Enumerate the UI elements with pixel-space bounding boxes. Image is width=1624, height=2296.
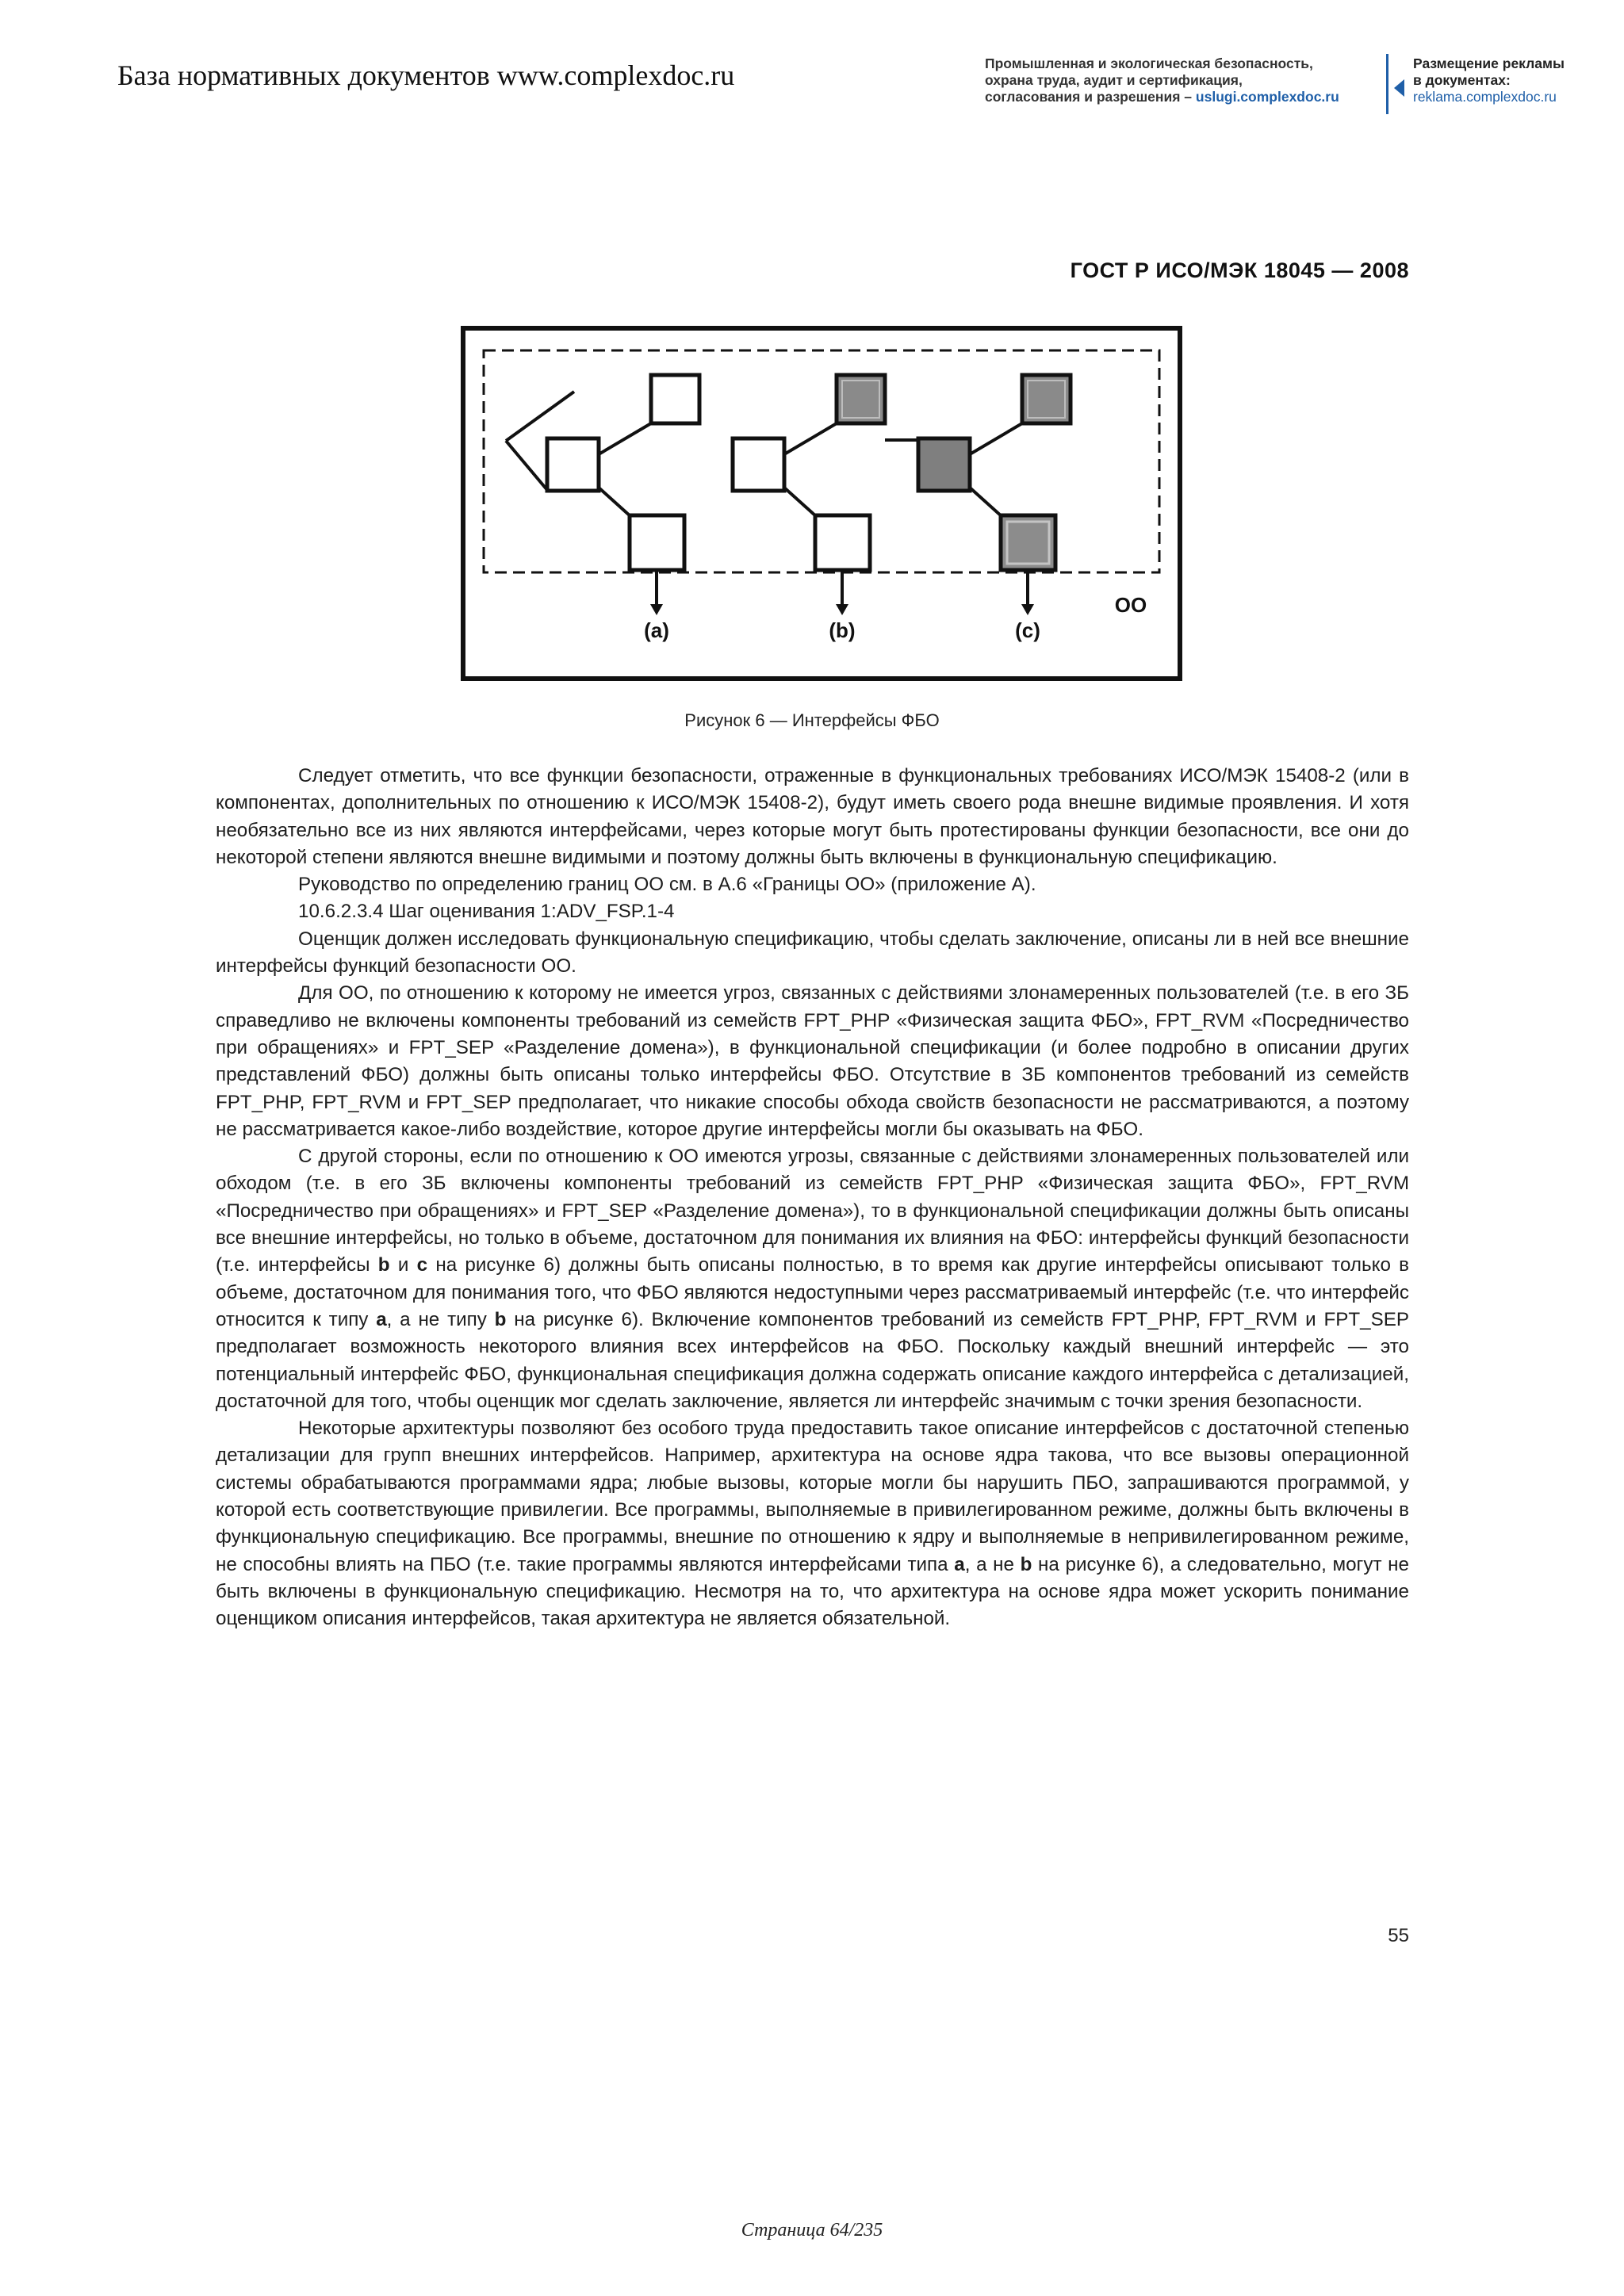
promo-line-text: согласования и разрешения – [985, 89, 1193, 105]
services-promo[interactable] [985, 55, 1380, 105]
figure-caption: Рисунок 6 — Интерфейсы ФБО [684, 710, 940, 730]
node-a-top [651, 375, 699, 423]
ad-line: Размещение рекламы [1413, 55, 1565, 71]
node-b-middle [733, 438, 784, 491]
ad-link[interactable]: reklama.complexdoc.ru [1413, 89, 1557, 105]
interface-label-b: (b) [829, 618, 856, 642]
tsf-interfaces-figure [460, 325, 1183, 682]
paragraph: Руководство по определению границ ОО см. в А.6 «Границы ОО» (приложение А). [298, 874, 1036, 896]
interface-ref: b [1020, 1553, 1032, 1575]
paragraph-text: на рисунке 6). Включение компонентов требований из семейств FPT_PHP, FPT_RVM и FPT_SEP предполагает возможность некоторого влияния всех интерфейсов на ФБО. Поскольку каждый внешний интерфейс — это потенциальный интерфейс ФБО, функциональная спецификация должна содержать описание каждого интерфейса с детализацией, достаточной для того, чтобы оценщик мог сделать заключение, является ли интерфейс значимым с точки зрения безопасности. [216, 1308, 1409, 1412]
paragraph: 10.6.2.3.4 Шаг оценивания 1:ADV_FSP.1-4 [298, 901, 675, 923]
interface-label-c: (c) [1015, 618, 1040, 642]
ad-promo[interactable] [1413, 55, 1603, 105]
site-title: База нормативных документов www.complexdoc.ru [117, 59, 735, 91]
node-c-bottom [1001, 515, 1055, 570]
standard-number: ГОСТ Р ИСО/МЭК 18045 — 2008 [1070, 258, 1409, 282]
interface-ref: c [416, 1254, 428, 1276]
toe-label: ОО [1114, 593, 1147, 617]
paragraph [216, 1415, 1409, 1632]
paragraph: Следует отметить, что все функции безопасности, отраженные в функциональных требованиях ИСО/МЭК 15408-2 (или в компонентах, дополнительных по отношению к ИСО/МЭК 15408-2), будут иметь своего рода внешне видимые проявления. И хотя необязательно все из них являются интерфейсами, через которые могут быть протестированы функции безопасности, все они до некоторой степени являются внешне видимыми и поэтому должны быть включены в функциональную спецификацию. [216, 765, 1409, 868]
paragraph-text: С другой стороны, если по отношению к ОО имеются угрозы, связанные с действиями злонамеренных пользователей или обходом (т.е. в его ЗБ включены компоненты требований из семейств FPT_PHP «Физическая защита ФБО», FPT_RVM «Посредничество при обращениях» и FPT_SEP «Разделение домена»), то в функциональной спецификации должны быть описаны все внешние интерфейсы, но только в объеме, достаточном для понимания их влияния на ФБО: интерфейсы функций безопасности (т.е. интерфейсы [216, 1146, 1409, 1276]
paragraph-text: на рисунке 6) должны быть описаны полностью, в то время как другие интерфейсы описывают только в объеме, достаточном для понимания того, что ФБО являются недоступными через рассматриваемый интерфейс (т.е. что интерфейс относится к типу [216, 1254, 1410, 1330]
paragraph: Для ОО, по отношению к которому не имеется угроз, связанных с действиями злонамеренных пользователей (т.е. в его ЗБ справедливо не включены компоненты требований из семейств FPT_PHP «Физическая защита ФБО», FPT_RVM «Посредничество при обращениях» и FPT_SEP «Разделение домена»), в функциональной спецификации (и более подробно в описании других представлений ФБО) должны быть описаны только интерфейсы ФБО. Отсутствие в ЗБ компонентов требований из семейств FPT_PHP, FPT_RVM и FPT_SEP предполагает, что никакие способы обхода свойств безопасности не рассматриваются, а поэтому не рассматривается какое-либо воздействие, которое другие интерфейсы могли бы оказывать на ФБО. [216, 982, 1409, 1140]
header-divider [1386, 54, 1388, 114]
node-b-top [837, 375, 885, 423]
page-footer: Страница 64/235 [741, 2220, 883, 2241]
interface-ref: a [954, 1553, 965, 1575]
body-text [216, 763, 1409, 1633]
paragraph-text: и [389, 1254, 417, 1276]
node-a-middle [547, 438, 599, 491]
interface-ref: a [376, 1308, 387, 1330]
node-b-bottom [815, 515, 870, 570]
page-number: 55 [1388, 1925, 1409, 1946]
promo-line: Промышленная и экологическая безопасность, [985, 55, 1313, 71]
node-c-middle [918, 438, 970, 491]
arrow-left-icon [1394, 79, 1404, 97]
node-a-bottom [630, 515, 684, 570]
interface-label-a: (a) [644, 618, 669, 642]
paragraph-text: , а не [964, 1553, 1021, 1575]
promo-line: охрана труда, аудит и сертификация, [985, 72, 1243, 88]
paragraph-text: на рисунке 6), а следовательно, могут не быть включены в функциональную спецификацию. Несмотря на то, что архитектура на основе ядра может ускорить понимание оценщиком описания интерфейсов, такая архитектура не является обязательной. [216, 1553, 1409, 1630]
paragraph: Оценщик должен исследовать функциональную спецификацию, чтобы сделать заключение, описаны ли в ней все внешние интерфейсы функций безопасности ОО. [216, 928, 1409, 978]
ad-line: в документах: [1413, 72, 1511, 88]
paragraph [216, 1143, 1409, 1415]
interface-ref: b [494, 1308, 507, 1330]
promo-line [985, 89, 1380, 105]
interface-ref: b [377, 1254, 390, 1276]
node-c-top [1022, 375, 1071, 423]
services-link[interactable]: uslugi.complexdoc.ru [1195, 89, 1339, 105]
paragraph-text: , а не типу [386, 1308, 495, 1330]
paragraph-text: Некоторые архитектуры позволяют без особого труда предоставить такое описание интерфейсов с достаточной степенью детализации для групп внешних интерфейсов. Например, архитектура на основе ядра такова, что все вызовы операционной системы обрабатываются программами ядра; любые вызовы, которые могли бы нарушить ПБО, запрашиваются программой, у которой есть соответствующие привилегии. Все программы, выполняемые в привилегированном режиме, должны быть включены в функциональную спецификацию. Все программы, внешние по отношению к ядру и выполняемые в непривилегированном режиме, не способны влиять на ПБО (т.е. такие программы являются интерфейсами типа [216, 1418, 1409, 1575]
